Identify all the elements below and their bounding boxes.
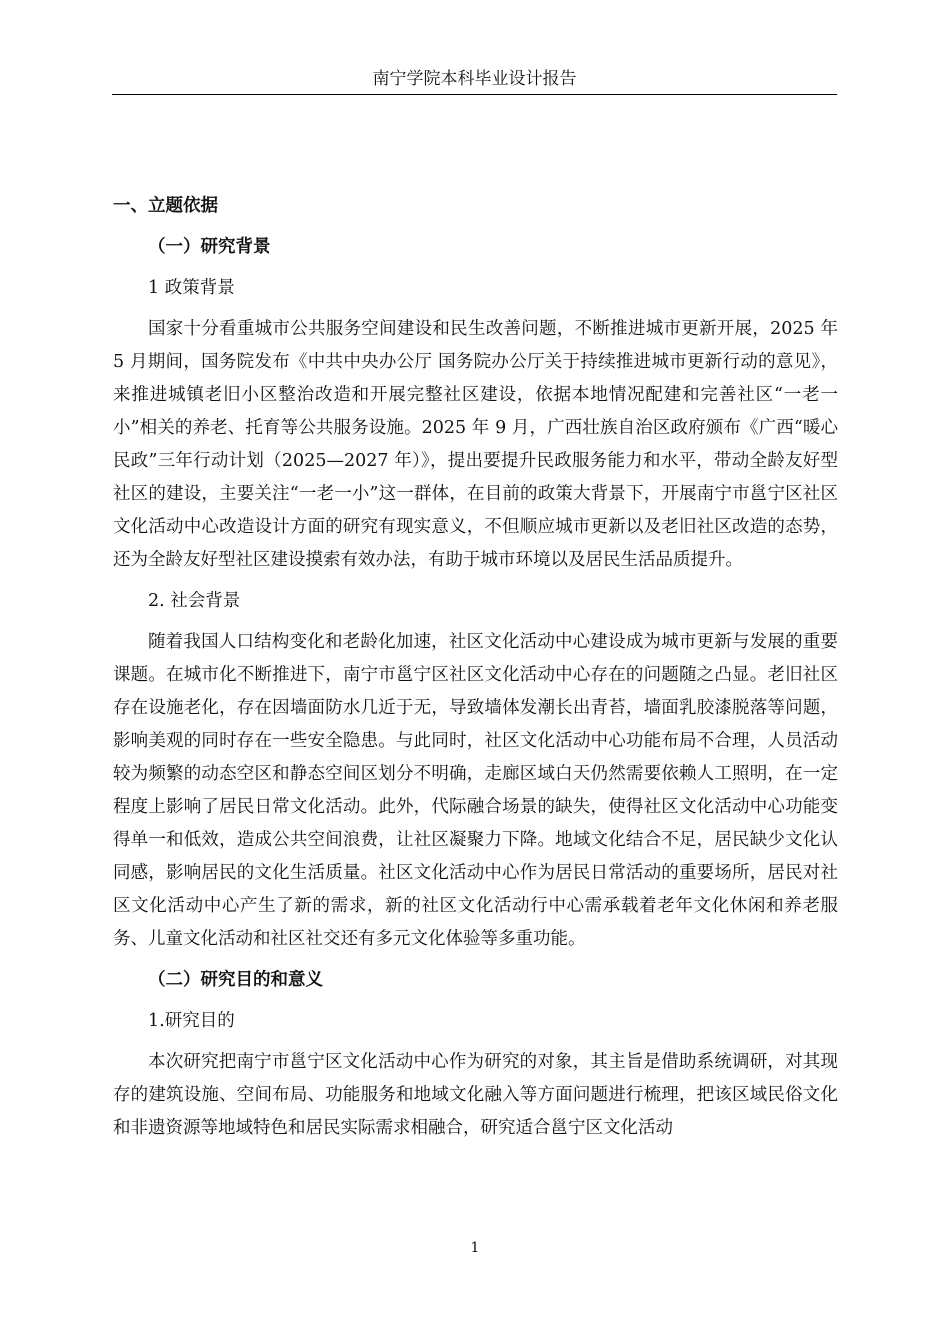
page-number: 1	[470, 1240, 480, 1256]
subsection-heading-purpose-significance: （二）研究目的和意义	[148, 970, 323, 990]
header-divider	[112, 94, 837, 95]
subsection-heading-background: （一）研究背景	[148, 237, 271, 257]
heading-social-background: 2. 社会背景	[148, 591, 241, 611]
paragraph-policy-background: 国家十分看重城市公共服务空间建设和民生改善问题，不断推进城市更新开展，2025 年 5 月期间，国务院发布《中共中央办公厅 国务院办公厅关于持续推进城市更新行动的意见》，来推进城镇老旧小区整治改造和开展完整社区建设，依据本地情况配建和完善社区“一老一小”相关的养老、托育等公共服务设施。2025 年 9 月，广西壮族自治区政府颁布《广西“暖心民政”三年行动计划（2025—2027 年）》，提出要提升民政服务能力和水平，带动全龄友好型社区的建设，主要关注“一老一小”这一群体，在目前的政策大背景下，开展南宁市邕宁区社区文化活动中心改造设计方面的研究有现实意义，不但顺应城市更新以及老旧社区改造的态势，还为全龄友好型社区建设摸索有效办法，有助于城市环境以及居民生活品质提升。	[113, 319, 838, 570]
page-header-title: 南宁学院本科毕业设计报告	[372, 69, 577, 89]
paragraph-research-purpose: 本次研究把南宁市邕宁区文化活动中心作为研究的对象，其主旨是借助系统调研，对其现存的建筑设施、空间布局、功能服务和地域文化融入等方面问题进行梳理，把该区域民俗文化和非遗资源等地域特色和居民实际需求相融合，研究适合邕宁区文化活动	[113, 1052, 838, 1138]
heading-policy-background: 1 政策背景	[148, 278, 235, 298]
document-body	[113, 190, 838, 1145]
heading-research-purpose: 1.研究目的	[148, 1011, 235, 1031]
section-heading-basis: 一、立题依据	[113, 196, 218, 216]
paragraph-social-background: 随着我国人口结构变化和老龄化加速，社区文化活动中心建设成为城市更新与发展的重要课题。在城市化不断推进下，南宁市邕宁区社区文化活动中心存在的问题随之凸显。老旧社区存在设施老化，存在因墙面防水几近于无，导致墙体发潮长出青苔，墙面乳胶漆脱落等问题，影响美观的同时存在一些安全隐患。与此同时，社区文化活动中心功能布局不合理，人员活动较为频繁的动态空区和静态空间区划分不明确，走廊区域白天仍然需要依赖人工照明，在一定程度上影响了居民日常文化活动。此外，代际融合场景的缺失，使得社区文化活动中心功能变得单一和低效，造成公共空间浪费，让社区凝聚力下降。地域文化结合不足，居民缺少文化认同感，影响居民的文化生活质量。社区文化活动中心作为居民日常活动的重要场所，居民对社区文化活动中心产生了新的需求，新的社区文化活动行中心需承载着老年文化休闲和养老服务、儿童文化活动和社区社交还有多元文化体验等多重功能。	[113, 632, 838, 949]
